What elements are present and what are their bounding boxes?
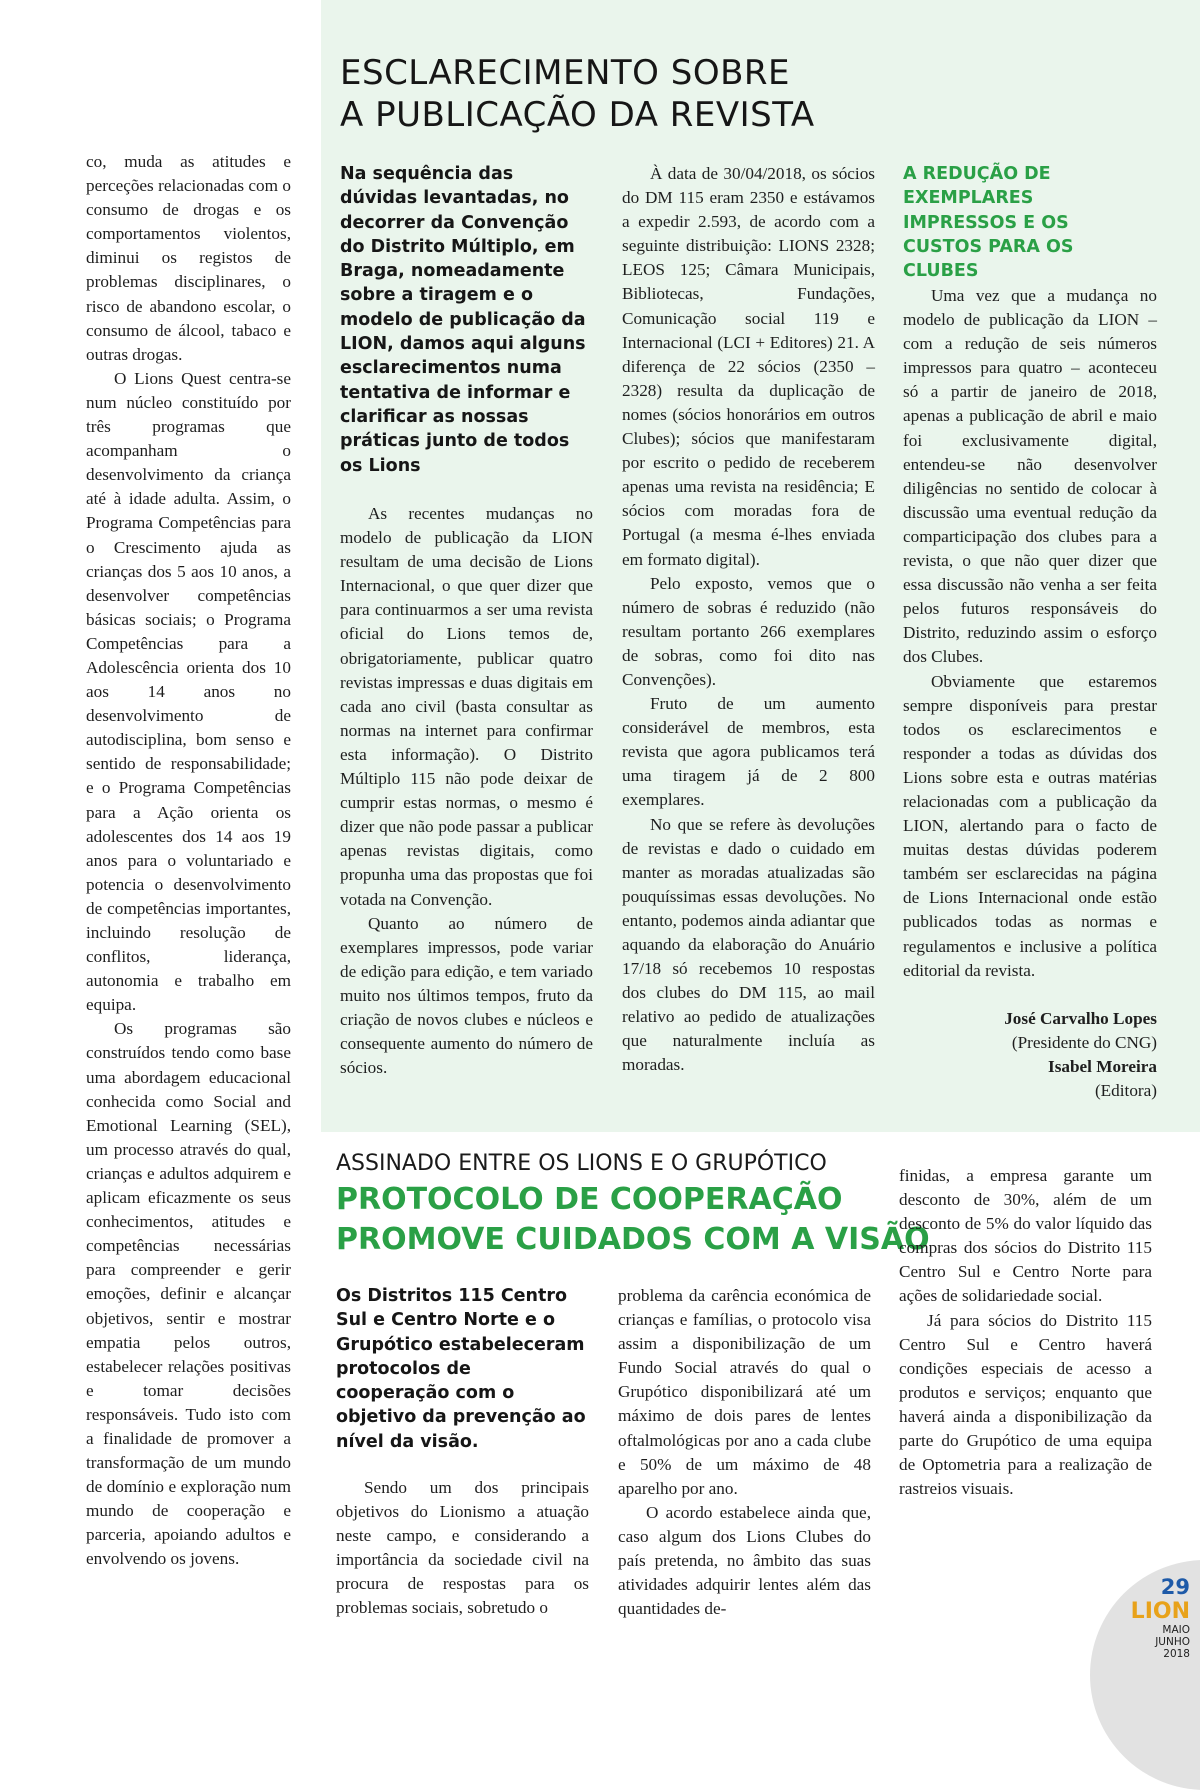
article2-column-1 — [336, 1476, 589, 1621]
magazine-name: LION — [1130, 1599, 1190, 1624]
signature-role-1: (Presidente do CNG) — [1011, 1032, 1157, 1052]
article1-col1-paragraph: Quanto ao número de exemplares impressos, pode variar de edição para edição, e tem variado muito nos últimos tempos, fruto da criação de novos clubes e núcleos e consequente aumento do número de sócios. — [340, 913, 593, 1078]
article2-col3-paragraph: Já para sócios do Distrito 115 Centro Sul e Centro haverá condições especiais de acesso a produtos e serviços; enquanto que haverá ainda a disponibilização da parte do Grupótico de uma equipa de Optometria para a realização de rastreios visuais. — [899, 1310, 1152, 1499]
issue-year: 2018 — [1163, 1648, 1190, 1660]
article2-column-3 — [899, 1164, 1152, 1501]
article1-col2-paragraph: Pelo exposto, vemos que o número de sobras é reduzido (não resultam portanto 266 exemplares de sobras, como foi dito nas Convenções). — [622, 573, 875, 689]
page-footer — [1100, 1574, 1190, 1660]
article1-col1-paragraph: As recentes mudanças no modelo de publicação da LION resultam de uma decisão de Lions Internacional, o que quer dizer que para continuarmos a ser uma revista oficial do Lions temos de, obrigatoriamente, publicar quatro revistas impressas e duas digitais em cada ano civil (basta consultar as normas na internet para confirmar esta informação). O Distrito Múltiplo 115 não pode deixar de cumprir estas normas, o mesmo é dizer que não pode passar a publicar apenas revistas digitais, como propunha uma das propostas que foi votada na Convenção. — [340, 504, 593, 909]
headline-line-2: A PUBLICAÇÃO DA REVISTA — [340, 95, 815, 135]
article2-lead: Os Distritos 115 Centro Sul e Centro Norte e o Grupótico estabeleceram protocolos de cooperação com o objetivo da prevenção ao nível da visão. — [336, 1286, 586, 1452]
article2-col2-paragraph: problema da carência económica de crianças e famílias, o protocolo visa assim a disponibilização de um Fundo Social através do qual o Grupótico disponibilizará até um máximo de dois pares de lentes oftalmológicas por ano a cada clube e 50% de um máximo de 48 aparelho por ano. — [618, 1286, 871, 1498]
section-subhead: A REDUÇÃO DE EXEMPLARES IMPRESSOS E OS CUSTOS PARA OS CLUBES — [903, 164, 1074, 282]
article2-col3-paragraph: finidas, a empresa garante um desconto de 30%, além de um desconto de 5% do valor líquido das compras dos sócios do Distrito 115 Centro Sul e Centro Norte para ações de solidariedade social. — [899, 1166, 1152, 1306]
article2-col1-paragraph: Sendo um dos principais objetivos do Lionismo a atuação neste campo, e considerando a importância da sociedade civil na procura de respostas para os problemas sociais, sobretudo o — [336, 1478, 589, 1618]
headline-line-1: ESCLARECIMENTO SOBRE — [340, 53, 791, 93]
article1-col2-paragraph: Fruto de um aumento considerável de membros, esta revista que agora publicamos terá uma tiragem já de 2 800 exemplares. — [622, 694, 875, 810]
article2-col2-paragraph: O acordo estabelece ainda que, caso algum dos Lions Clubes do país pretenda, no âmbito das suas atividades adquirir lentes além das quantidades de- — [618, 1502, 871, 1619]
article-headline — [340, 52, 1040, 136]
article1-column-1 — [340, 502, 593, 1080]
signature-role-2: (Editora) — [1094, 1081, 1157, 1100]
signature-block — [903, 1007, 1157, 1103]
article1-column-2 — [622, 162, 875, 1078]
article-lead: Na sequência das dúvidas levantadas, no decorrer da Convenção do Distrito Múltiplo, em Braga, nomeadamente sobre a tiragem e o modelo de publicação da LION, damos aqui alguns esclarecimentos numa tentativa de informar e clarificar as nossas práticas junto de todos os Lions — [340, 164, 586, 476]
signature-name-1: José Carvalho Lopes — [1004, 1008, 1157, 1028]
left-paragraph-1: co, muda as atitudes e perceções relacionadas com o consumo de drogas e os comportamentos violentos, diminui os registos de problemas disciplinares, o risco de abandono escolar, o consumo de álcool, tabaco e outras drogas. — [86, 152, 291, 364]
signature-name-2: Isabel Moreira — [1048, 1056, 1157, 1076]
article1-col2-paragraph: No que se refere às devoluções de revistas e dado o cuidado em manter as moradas atualizadas são pouquíssimas essas devoluções. No entanto, podemos ainda adiantar que aquando da elaboração do Anuário 17/18 só recebemos 10 respostas dos clubes do DM 115, ao mail relativo ao pedido de atualizações que naturalmente incluía as moradas. — [622, 814, 875, 1075]
article2-column-2 — [618, 1284, 871, 1621]
article1-column-3 — [903, 284, 1157, 1103]
article2-kicker: ASSINADO ENTRE OS LIONS E O GRUPÓTICO — [336, 1151, 827, 1176]
left-paragraph-2: O Lions Quest centra-se num núcleo constituído por três programas que acompanham o desenvolvimento da criança até à idade adulta. Assim, o Programa Competências para o Crescimento ajuda as crianças dos 5 aos 10 anos, a desenvolver competências básicas sociais; o Programa Competências para a Adolescência orienta dos 10 aos 14 anos no desenvolvimento de autodisciplina, bom senso e sentido de responsabilidade; e o Programa Competências para a Ação orienta os adolescentes dos 14 aos 19 anos para o voluntariado e potencia o desenvolvimento de competências importantes, incluindo resolução de conflitos, liderança, autonomia e trabalho em equipa. — [86, 368, 291, 1015]
article2-title-line-1: PROTOCOLO DE COOPERAÇÃO — [336, 1182, 843, 1217]
article1-col2-paragraph: À data de 30/04/2018, os sócios do DM 115 eram 2350 e estávamos a expedir 2.593, de acordo com a seguinte distribuição: LIONS 2328; LEOS 125; Câmara Municipais, Bibliotecas, Fundações, Comunicação social 119 e Internacional (LCI + Editores) 21. A diferença de 22 sócios (2350 – 2328) resulta da duplicação de nomes (sócios honorários em outros Clubes); sócios que manifestaram por escrito o pedido de receberem apenas uma revista na residência; E sócios com moradas fora de Portugal (a mesma é-lhes enviada em formato digital). — [622, 164, 875, 569]
article1-col3-paragraph: Obviamente que estaremos sempre disponíveis para prestar todos os esclarecimentos e responder a todas as dúvidas dos Lions sobre esta e outras matérias relacionadas com a publicação da LION, alertando para o facto de muitas destas dúvidas poderem também ser esclarecidas na página de Lions Internacional onde estão publicados todas as normas e regulamentos e inclusive a política editorial da revista. — [903, 671, 1157, 980]
left-paragraph-3: Os programas são construídos tendo como base uma abordagem educacional conhecida como Social and Emotional Learning (SEL), um processo através do qual, crianças e adultos adquirem e aplicam eficazmente os seus conhecimentos, atitudes e competências necessárias para compreender e gerir emoções, definir e alcançar objetivos, sentir e mostrar empatia pelos outros, estabelecer relações positivas e tomar decisões responsáveis. Tudo isto com a finalidade de promover a transformação de um mundo de domínio e exploração num mundo de cooperação e parceria, apoiando adultos e envolvendo os jovens. — [86, 1019, 291, 1569]
article1-col3-paragraph: Uma vez que a mudança no modelo de publicação da LION – com a redução de seis números impressos para quatro – aconteceu só a partir de janeiro de 2018, apenas a publicação de abril e maio foi exclusivamente digital, entendeu-se não desenvolver diligências no sentido de colocar à discussão uma eventual redução da comparticipação dos clubes para a revista, o que não quer dizer que essa discussão não venha a ser feita pelos futuros responsáveis do Distrito, reduzindo assim o esforço dos Clubes. — [903, 286, 1157, 667]
left-column-text — [86, 150, 291, 1572]
issue-month-2: JUNHO — [1155, 1636, 1190, 1648]
issue-month-1: MAIO — [1162, 1624, 1190, 1636]
article2-title-line-2: PROMOVE CUIDADOS COM A VISÃO — [336, 1222, 930, 1257]
page-number: 29 — [1160, 1575, 1190, 1599]
article2-title — [336, 1180, 930, 1260]
